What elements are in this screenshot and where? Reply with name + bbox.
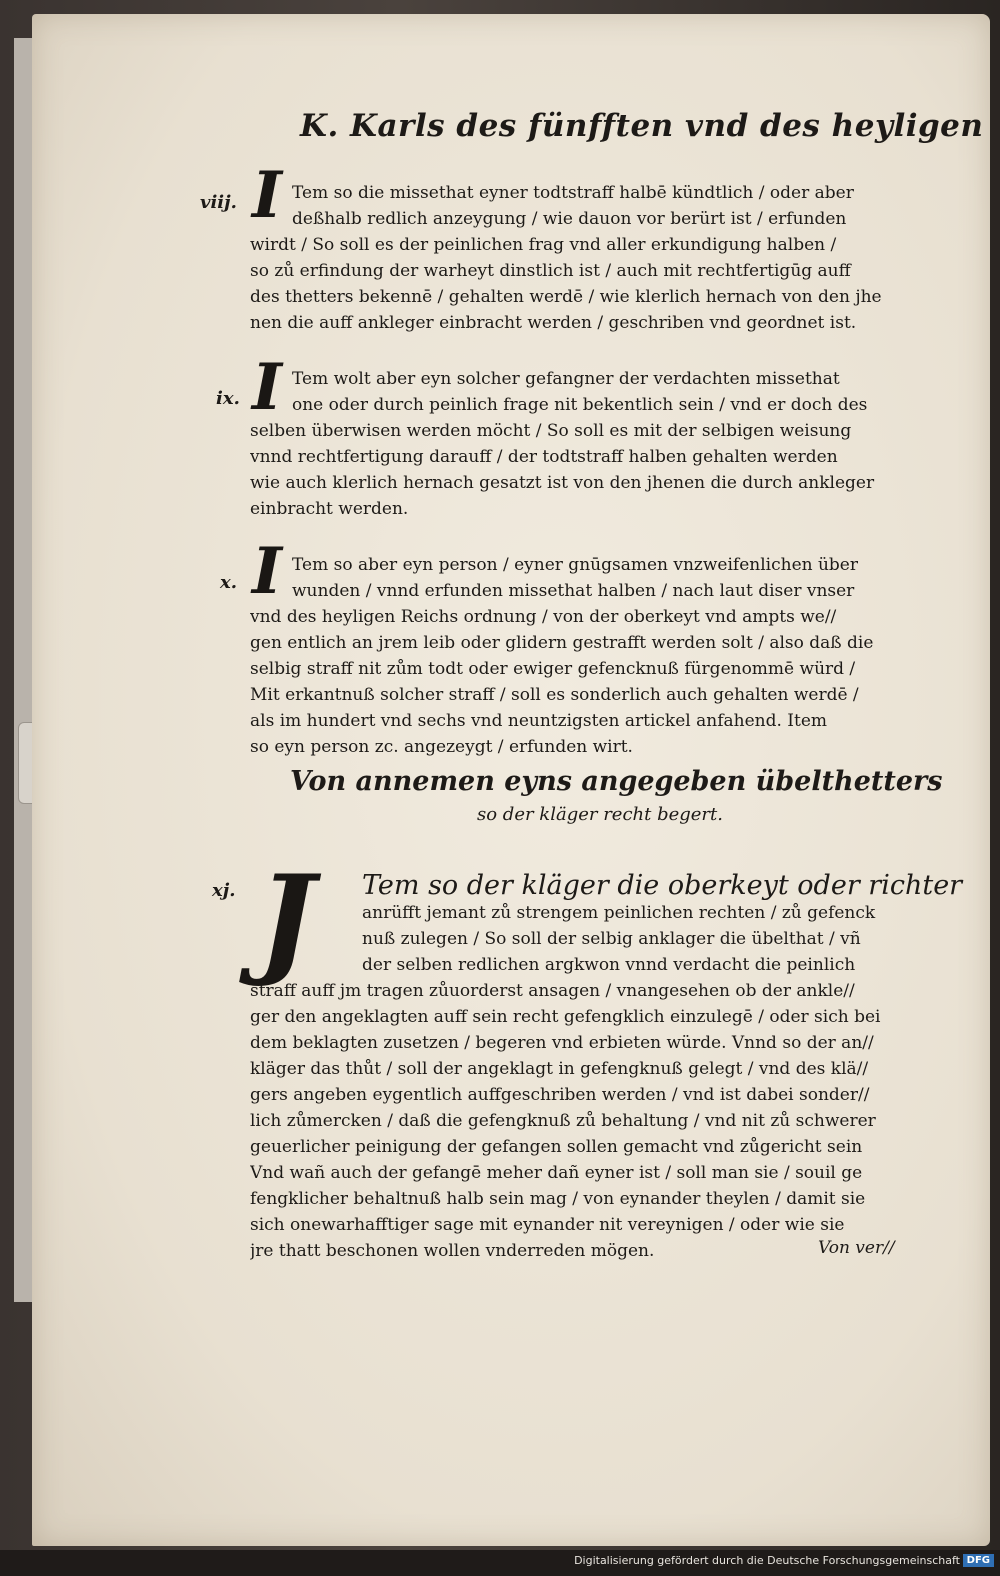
dropcap-section-1: I [252, 158, 282, 233]
section-1-text [292, 180, 922, 232]
section-1-line: wirdt / So soll es der peinlichen frag vnd aller erkundigung halben / [250, 235, 837, 255]
section-4-line: der selben redlichen argkwon vnnd verdacht die peinlich [362, 955, 856, 975]
section-4-line: anrüfft jemant zů strengem peinlichen rechten / zů gefenck [362, 903, 876, 923]
section-1-line: so zů erfindung der warheyt dinstlich ist / auch mit rechtfertigūg auff [250, 261, 851, 281]
section-2-line: Tem wolt aber eyn solcher gefangner der verdachten missethat [292, 369, 840, 389]
section-subheading: so der kläger recht begert. [477, 804, 723, 825]
section-4-line: kläger das thůt / soll der angeklagt in gefengknuß gelegt / vnd des klä// [250, 1059, 869, 1079]
section-3-line: gen entlich an jrem leib oder glidern gestrafft werden solt / also daß die [250, 633, 874, 653]
section-heading: Von annemen eyns angegeben übelthetters [290, 766, 943, 797]
margin-number-ix: ix. [216, 388, 240, 409]
section-3-line: selbig straff nit zům todt oder ewiger gefencknuß fürgenommē würd / [250, 659, 856, 679]
section-2-line: selben überwisen werden möcht / So soll es mit der selbigen weisung [250, 421, 852, 441]
section-3-line: Mit erkantnuß solcher straff / soll es sonderlich auch gehalten werdē / [250, 685, 859, 705]
section-3-line: so eyn person zc. angezeygt / erfunden wirt. [250, 737, 633, 757]
footer-credit: Digitalisierung gefördert durch die Deutsche Forschungsgemeinschaft [574, 1554, 960, 1567]
section-3-text [292, 552, 922, 604]
section-4-line: sich onewarhafftiger sage mit eynander nit vereynigen / oder wie sie [250, 1215, 845, 1235]
section-4-line: Vnd wañ auch der gefangē meher dañ eyner ist / soll man sie / souil ge [250, 1163, 863, 1183]
section-4-line: dem beklagten zusetzen / begeren vnd erbieten würde. Vnnd so der an// [250, 1033, 874, 1053]
section-1-line: Tem so die missethat eyner todtstraff halbē kündtlich / oder aber [292, 183, 854, 203]
section-3-text-cont [250, 604, 920, 760]
margin-number-x: x. [220, 572, 237, 593]
section-4-line: straff auff jm tragen zůuorderst ansagen / vnangesehen ob der ankle// [250, 981, 855, 1001]
catchword: Von ver// [818, 1238, 895, 1258]
digitization-footer [0, 1550, 1000, 1576]
section-4-line: fengklicher behaltnuß halb sein mag / von eynander theylen / damit sie [250, 1189, 866, 1209]
section-2-text-cont [250, 418, 920, 522]
section-1-line: nen die auff ankleger einbracht werden / geschriben vnd geordnet ist. [250, 313, 857, 333]
section-2-line: one oder durch peinlich frage nit bekentlich sein / vnd er doch des [292, 395, 868, 415]
section-4-line: gers angeben eygentlich auffgeschriben werden / vnd ist dabei sonder// [250, 1085, 870, 1105]
section-4-line: geuerlicher peinigung der gefangen sollen gemacht vnd zůgericht sein [250, 1137, 863, 1157]
section-4-line: ger den angeklagten auff sein recht gefengklich einzulegē / oder sich bei [250, 1007, 881, 1027]
section-3-line: vnd des heyligen Reichs ordnung / von der oberkeyt vnd ampts we// [250, 607, 837, 627]
margin-number-viij: viij. [200, 192, 237, 213]
dropcap-section-2: I [252, 350, 282, 425]
section-1-line: deßhalb redlich anzeygung / wie dauon vor berürt ist / erfunden [292, 209, 847, 229]
margin-number-xj: xj. [212, 880, 236, 901]
section-4-first-line: Tem so der kläger die oberkeyt oder richter [362, 870, 963, 901]
section-4-text-indent [362, 900, 922, 978]
running-header: K. Karls des fünfften vnd des heyligen [300, 108, 984, 144]
section-4-line: jre thatt beschonen wollen vnderreden mögen. [250, 1241, 655, 1261]
section-2-text [292, 366, 922, 418]
section-2-line: wie auch klerlich hernach gesatzt ist von den jhenen die durch ankleger [250, 473, 875, 493]
dropcap-section-4: J [258, 849, 315, 990]
dropcap-section-3: I [252, 534, 282, 609]
section-4-line: nuß zulegen / So soll der selbig anklager die übelthat / vñ [362, 929, 861, 949]
section-2-line: einbracht werden. [250, 499, 409, 519]
section-3-line: als im hundert vnd sechs vnd neuntzigsten artickel anfahend. Item [250, 711, 827, 731]
section-1-line: des thetters bekennē / gehalten werdē / wie klerlich hernach von den jhe [250, 287, 882, 307]
section-2-line: vnnd rechtfertigung darauff / der todtstraff halben gehalten werden [250, 447, 838, 467]
dfg-logo: DFG [963, 1554, 994, 1567]
section-1-text-cont [250, 232, 920, 336]
section-4-line: lich zůmercken / daß die gefengknuß zů behaltung / vnd nit zů schwerer [250, 1111, 876, 1131]
section-3-line: Tem so aber eyn person / eyner gnūgsamen vnzweifenlichen über [292, 555, 858, 575]
section-4-text [250, 978, 920, 1264]
section-3-line: wunden / vnnd erfunden missethat halben / nach laut diser vnser [292, 581, 855, 601]
